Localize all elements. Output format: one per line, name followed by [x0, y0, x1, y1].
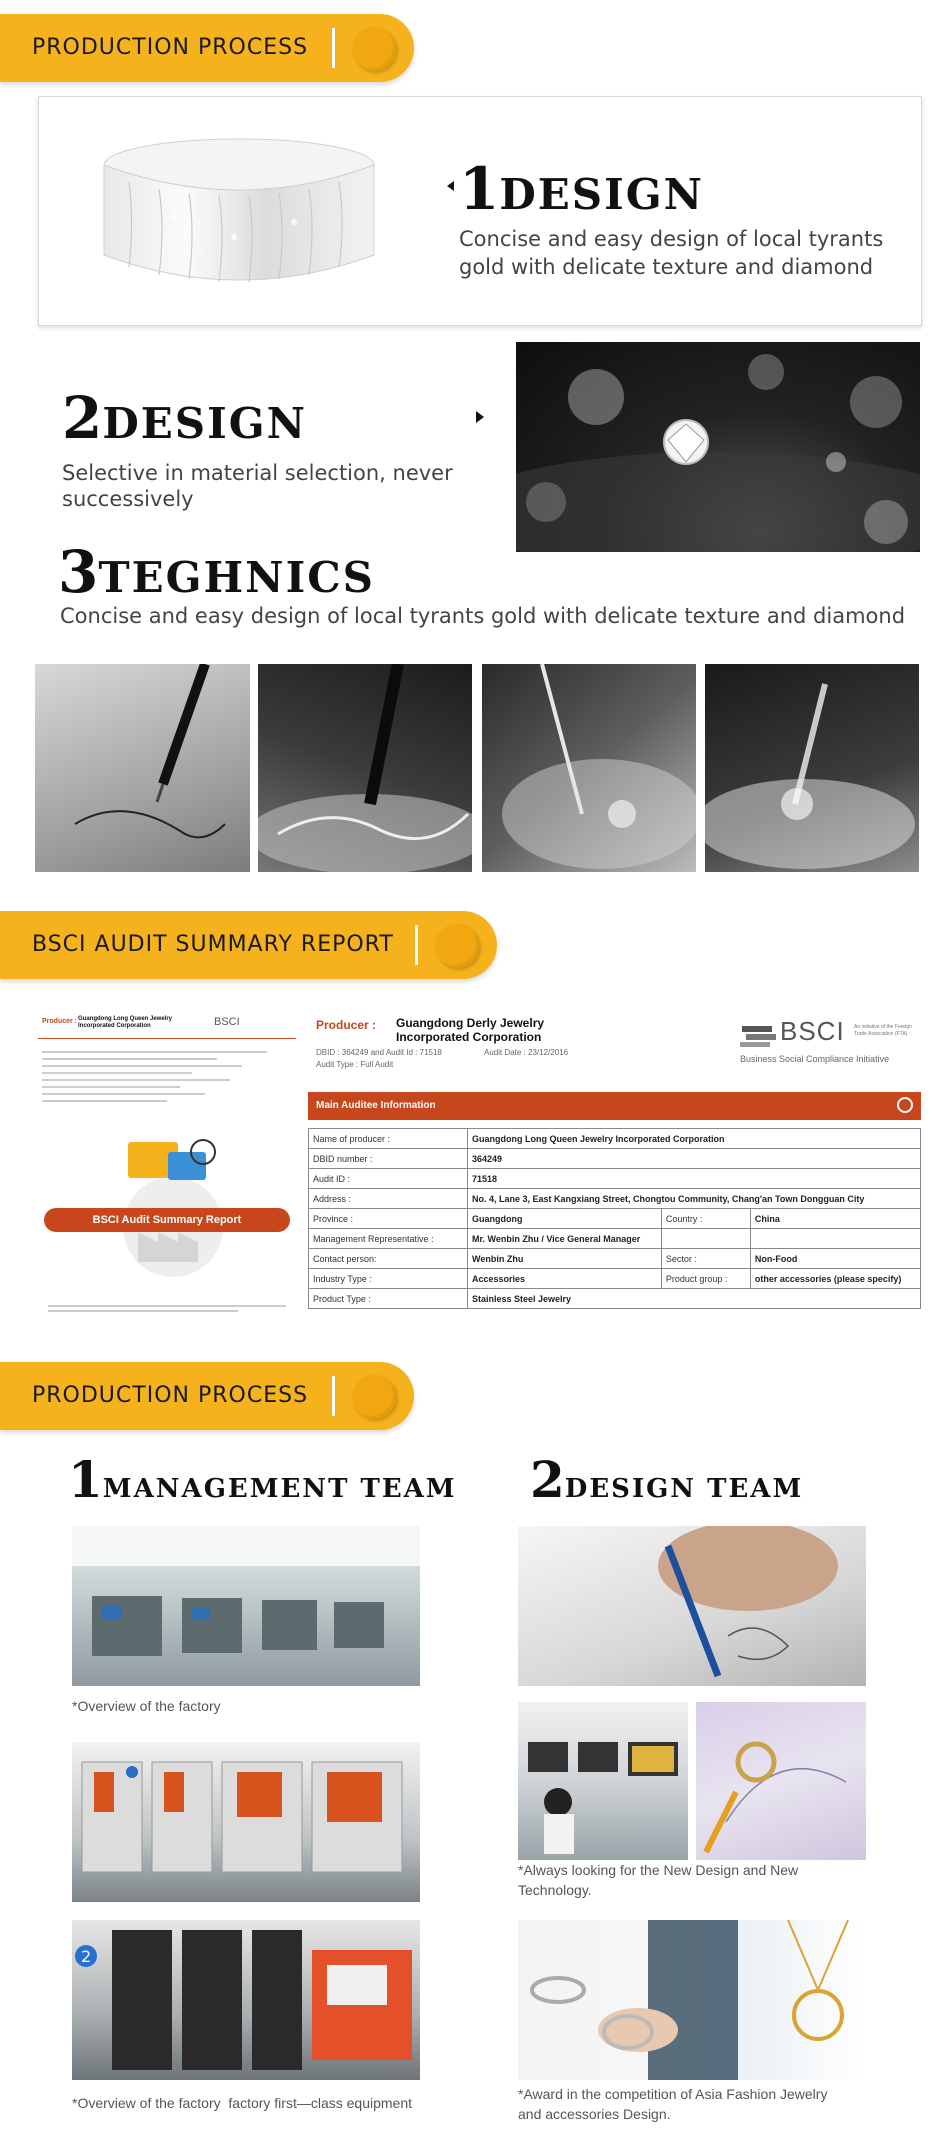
banner-divider	[415, 925, 418, 965]
technique-photo-engraving	[258, 664, 472, 872]
auditee-table-row	[309, 1269, 921, 1289]
producer-label: Producer :	[316, 1018, 377, 1032]
bsci-logo: BSCI An initiative of the Foreign Trade Association (FTA) Business Social Compliance Initiative	[740, 1016, 912, 1064]
row-key: Management Representative :	[309, 1229, 468, 1249]
row-value: Guangdong Long Queen Jewelry Incorporated Corporation	[468, 1129, 921, 1149]
row-key: Province :	[309, 1209, 468, 1229]
technique-photo-setting	[482, 664, 696, 872]
row-value: 364249	[468, 1149, 921, 1169]
cover-text-lines	[42, 1046, 292, 1107]
cover-illustration	[108, 1132, 238, 1282]
row-empty	[750, 1229, 920, 1249]
row-value-2: China	[750, 1209, 920, 1229]
globe-icon	[897, 1097, 913, 1113]
row-value-2: Non-Food	[750, 1249, 920, 1269]
ring-sketch-photo	[696, 1702, 866, 1860]
audit-main-page	[308, 1012, 921, 1322]
cover-divider	[38, 1038, 296, 1039]
banner-circle-icon	[352, 27, 396, 71]
technique-photo-polishing	[705, 664, 919, 872]
audit-cover-page	[38, 1012, 296, 1322]
step1-pointer-icon	[447, 181, 454, 191]
bangle-bracelet-image	[89, 127, 389, 297]
section-banner-production-process	[0, 14, 414, 82]
cover-footer-lines	[48, 1302, 286, 1315]
row-value: Stainless Steel Jewelry	[468, 1289, 921, 1309]
banner-label: PRODUCTION PROCESS	[32, 35, 309, 60]
row-key: Audit ID :	[309, 1169, 468, 1189]
factory-overview-caption: *Overview of the factory	[72, 1698, 221, 1714]
step3-title: 3TEGHNICS	[58, 538, 375, 606]
row-key: Contact person:	[309, 1249, 468, 1269]
main-auditee-header: Main Auditee Information	[308, 1092, 921, 1120]
auditee-table-row	[309, 1149, 921, 1169]
row-value: Wenbin Zhu	[468, 1249, 662, 1269]
section-banner-production-process-2	[0, 1362, 414, 1430]
audit-date: Audit Date : 23/12/2016	[484, 1048, 569, 1057]
producer-name: Guangdong Derly Jewelry Incorporated Corporation	[396, 1016, 545, 1044]
row-key: Industry Type :	[309, 1269, 468, 1289]
factory-equipment-caption: *Overview of the factory factory first—class equipment	[72, 2095, 413, 2111]
row-key: Name of producer :	[309, 1129, 468, 1149]
step1-card	[38, 96, 922, 326]
step3-description: Concise and easy design of local tyrants gold with delicate texture and diamond	[60, 604, 906, 628]
step2-title: 2DESIGN	[62, 384, 308, 452]
row-value: 71518	[468, 1169, 921, 1189]
row-value-2: other accessories (please specify)	[750, 1269, 920, 1289]
cover-report-badge: BSCI Audit Summary Report	[44, 1208, 290, 1232]
design-team-title: 2DESIGN TEAM	[530, 1450, 804, 1509]
auditee-table-row	[309, 1209, 921, 1229]
cover-producer-label: Producer :	[42, 1018, 78, 1025]
step1-title: 1DESIGN	[459, 155, 705, 223]
auditee-table-row	[309, 1229, 921, 1249]
banner-divider	[332, 28, 335, 68]
cover-bsci-logo: BSCI	[214, 1016, 240, 1028]
row-key: DBID number :	[309, 1149, 468, 1169]
row-key: Address :	[309, 1189, 468, 1209]
row-value: Guangdong	[468, 1209, 662, 1229]
row-key-2: Product group :	[661, 1269, 750, 1289]
diamond-photo	[516, 342, 920, 552]
auditee-table-row	[309, 1169, 921, 1189]
award-caption: *Award in the competition of Asia Fashion Jewelry and accessories Design.	[518, 2086, 828, 2122]
row-value: No. 4, Lane 3, East Kangxiang Street, Chongtou Community, Chang'an Town Dongguan City	[468, 1189, 921, 1209]
jewelry-award-photo	[518, 1920, 866, 2080]
row-key: Product Type :	[309, 1289, 468, 1309]
step2-description: Selective in material selection, never successively	[62, 461, 453, 511]
auditee-table-row	[309, 1249, 921, 1269]
row-key-2: Country :	[661, 1209, 750, 1229]
row-empty	[661, 1229, 750, 1249]
row-key-2: Sector :	[661, 1249, 750, 1269]
factory-floor-photo	[72, 1526, 420, 1686]
banner-label: BSCI AUDIT SUMMARY REPORT	[32, 932, 394, 957]
machines-photo	[72, 1742, 420, 1902]
auditee-table-row	[309, 1189, 921, 1209]
auditee-table	[308, 1128, 921, 1309]
cover-producer-name: Guangdong Long Queen Jewelry Incorporated Corporation	[78, 1016, 173, 1029]
equipment-photo	[72, 1920, 420, 2080]
banner-label: PRODUCTION PROCESS	[32, 1383, 309, 1408]
section-banner-bsci	[0, 911, 497, 979]
row-value: Accessories	[468, 1269, 662, 1289]
technique-photo-sketching	[35, 664, 250, 872]
banner-circle-icon	[352, 1375, 396, 1419]
step1-description: Concise and easy design of local tyrants gold with delicate texture and diamond	[459, 227, 884, 279]
svg-text:2: 2	[81, 1947, 92, 1966]
step2-pointer-icon	[476, 411, 484, 423]
drawing-hand-photo	[518, 1526, 866, 1686]
designers-office-photo	[518, 1702, 688, 1860]
auditee-table-row	[309, 1129, 921, 1149]
bsci-logo-icon	[740, 1018, 780, 1048]
audit-type: Audit Type : Full Audit	[316, 1060, 394, 1069]
auditee-table-row	[309, 1289, 921, 1309]
banner-circle-icon	[435, 924, 479, 968]
management-team-title: 1MANAGEMENT TEAM	[68, 1450, 457, 1509]
new-design-caption: *Always looking for the New Design and New Technology.	[518, 1862, 799, 1898]
row-value: Mr. Wenbin Zhu / Vice General Manager	[468, 1229, 662, 1249]
dbid-line: DBID : 364249 and Audit Id : 71518	[316, 1048, 442, 1057]
banner-divider	[332, 1376, 335, 1416]
